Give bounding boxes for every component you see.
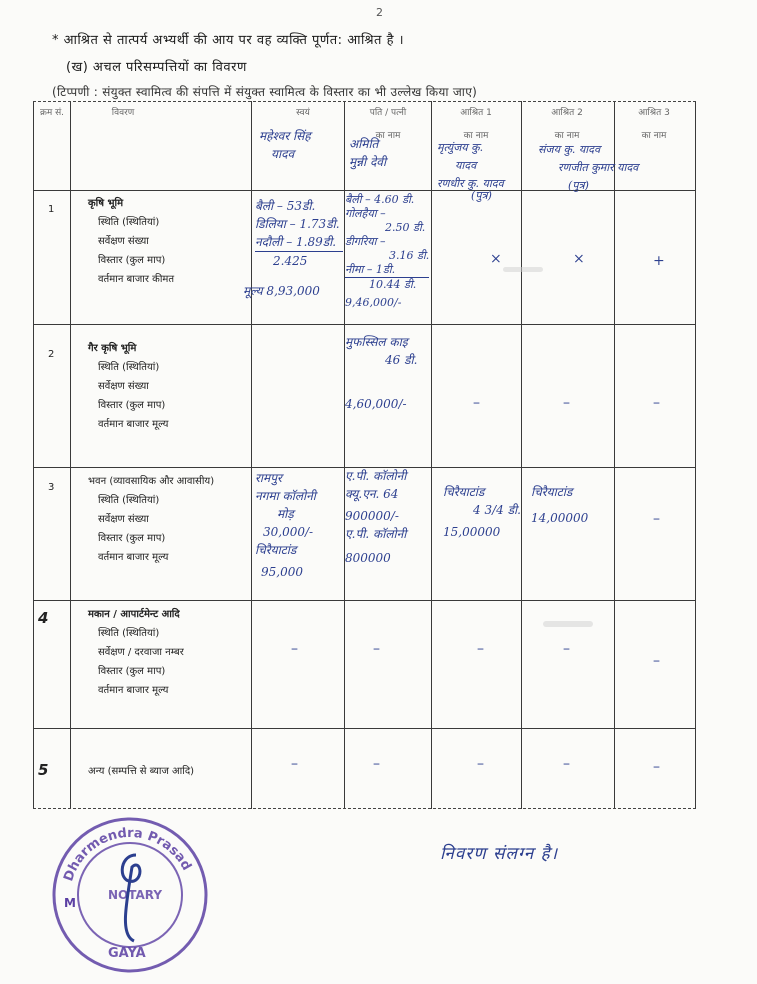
row-4-spouse-mark: – — [373, 641, 380, 657]
row-1-description: कृषि भूमि स्थिति (स्थितियां) सर्वेक्षण संख्या विस्तार (कुल माप) वर्तमान बाजार कीमत — [88, 198, 175, 285]
stamp-left-text: M — [64, 896, 76, 910]
dependent-1-relation: (पुत्र) — [471, 189, 492, 202]
row-5-description: अन्य (सम्पत्ति से ब्याज आदि) — [88, 766, 195, 777]
row-4-self-mark: – — [291, 641, 298, 657]
header-self: स्वयं — [296, 108, 310, 118]
row-3-dep2-values: चिरैयाटांड 14,00000 — [531, 485, 589, 525]
stamp-middle-text: NOTARY — [108, 888, 163, 902]
header-dependent-2: आश्रित 2 — [551, 108, 583, 118]
row-3-description: भवन (व्यावसायिक और आवासीय) स्थिति (स्थितियां) सर्वेक्षण संख्या विस्तार (कुल माप) वर्तमान बाजार मूल्य — [88, 476, 215, 563]
row-1-dep1-mark: × — [490, 251, 502, 267]
header-spouse-sub: का नाम — [375, 131, 401, 141]
row-4-dep3-mark: – — [653, 653, 660, 669]
row-1-sr: 1 — [48, 204, 55, 215]
row-5-dep2-mark: – — [563, 756, 570, 772]
spouse-name: अमिति मुन्नी देवी — [349, 137, 387, 169]
header-dep3-sub: का नाम — [641, 131, 667, 141]
row-1-dep2-mark: × — [573, 251, 585, 267]
row-2-description: गैर कृषि भूमि स्थिति (स्थितियां) सर्वेक्षण संख्या विस्तार (कुल माप) वर्तमान बाजार मूल्य — [88, 343, 169, 430]
row-2-dep3-mark: – — [653, 395, 660, 411]
joint-ownership-remark: (टिप्पणी : संयुक्त स्वामित्व की संपत्ति में संयुक्त स्वामित्व के विस्तार का भी उल्लेख किया जाए) — [52, 85, 478, 99]
row-5-dep3-mark: – — [653, 759, 660, 775]
row-4-sr: 4 — [38, 609, 49, 627]
header-dependent-1: आश्रित 1 — [460, 108, 492, 118]
row-5-dep1-mark: – — [477, 756, 484, 772]
stamp-bottom-text: GAYA — [108, 946, 146, 961]
row-3-spouse-values: ए.पी. कॉलोनी क्यू.एन. 64 900000/- ए.पी. कॉलोनी 800000 — [345, 469, 407, 565]
row-3-dep1-values: चिरैयाटांड 4 3/4 डी. 15,00000 — [443, 485, 521, 539]
row-4-description: मकान / आपार्टमेन्ट आदि स्थिति (स्थितियां) सर्वेक्षण / दरवाजा नम्बर विस्तार (कुल माप) वर्तमान बाजार मूल्य — [88, 609, 184, 696]
row-3-sr: 3 — [48, 482, 55, 493]
dependent-1-name: मृत्युंजय कु. यादव रणधीर कु. यादव — [437, 141, 504, 190]
row-1-spouse-values: बैली – 4.60 डी. गोलहैया – 2.50 डी. डीगरिया – 3.16 डी. नीमा – 1डी. 10.44 डी. 9,46,000/- — [345, 193, 430, 309]
header-spouse: पति / पत्नी — [369, 108, 407, 118]
header-description: विवरण — [111, 108, 135, 118]
row-1-self-values: बैली – 53डी. डिलिया – 1.73डी. नदौली – 1.89डी. 2.425 मूल्य 8,93,000 — [255, 197, 343, 300]
closing-note: निवरण संलग्न है। — [440, 844, 559, 864]
header-dep1-sub: का नाम — [463, 131, 489, 141]
row-3-self-values: रामपुर नगमा कॉलोनी मोड़ 30,000/- चिरैयाटांड 95,000 — [255, 471, 316, 579]
row-4-dep1-mark: – — [477, 641, 484, 657]
row-5-self-mark: – — [291, 756, 298, 772]
section-title: (ख) अचल परिसम्पत्तियों का विवरण — [66, 60, 247, 75]
row-2-spouse-values: मुफस्सिल काइ 46 डी. 4,60,000/- — [345, 335, 418, 411]
row-3-dep3-mark: – — [653, 511, 660, 527]
page-number: 2 — [376, 6, 383, 19]
dependent-footnote: * आश्रित से तात्पर्य अभ्यर्थी की आय पर वह व्यक्ति पूर्णत: आश्रित है । — [52, 33, 405, 48]
row-2-dep1-mark: – — [473, 395, 480, 411]
row-5-spouse-mark: – — [373, 756, 380, 772]
row-4-dep2-mark: – — [563, 641, 570, 657]
row-2-dep2-mark: – — [563, 395, 570, 411]
row-1-dep3-mark: + — [653, 253, 665, 269]
self-name: महेश्वर सिंह यादव — [259, 129, 311, 161]
header-sr: क्रम सं. — [39, 108, 65, 118]
immovable-assets-table — [33, 101, 696, 809]
header-dependent-3: आश्रित 3 — [638, 108, 670, 118]
row-5-sr: 5 — [38, 761, 49, 779]
dependent-2-name: संजय कु. यादव रणजीत कुमार यादव (पुत्र) — [538, 143, 639, 192]
header-dep2-sub: का नाम — [554, 131, 580, 141]
stamp-top-text: Dharmendra Prasad — [61, 825, 194, 884]
notary-stamp — [48, 815, 213, 975]
row-2-sr: 2 — [48, 349, 55, 360]
